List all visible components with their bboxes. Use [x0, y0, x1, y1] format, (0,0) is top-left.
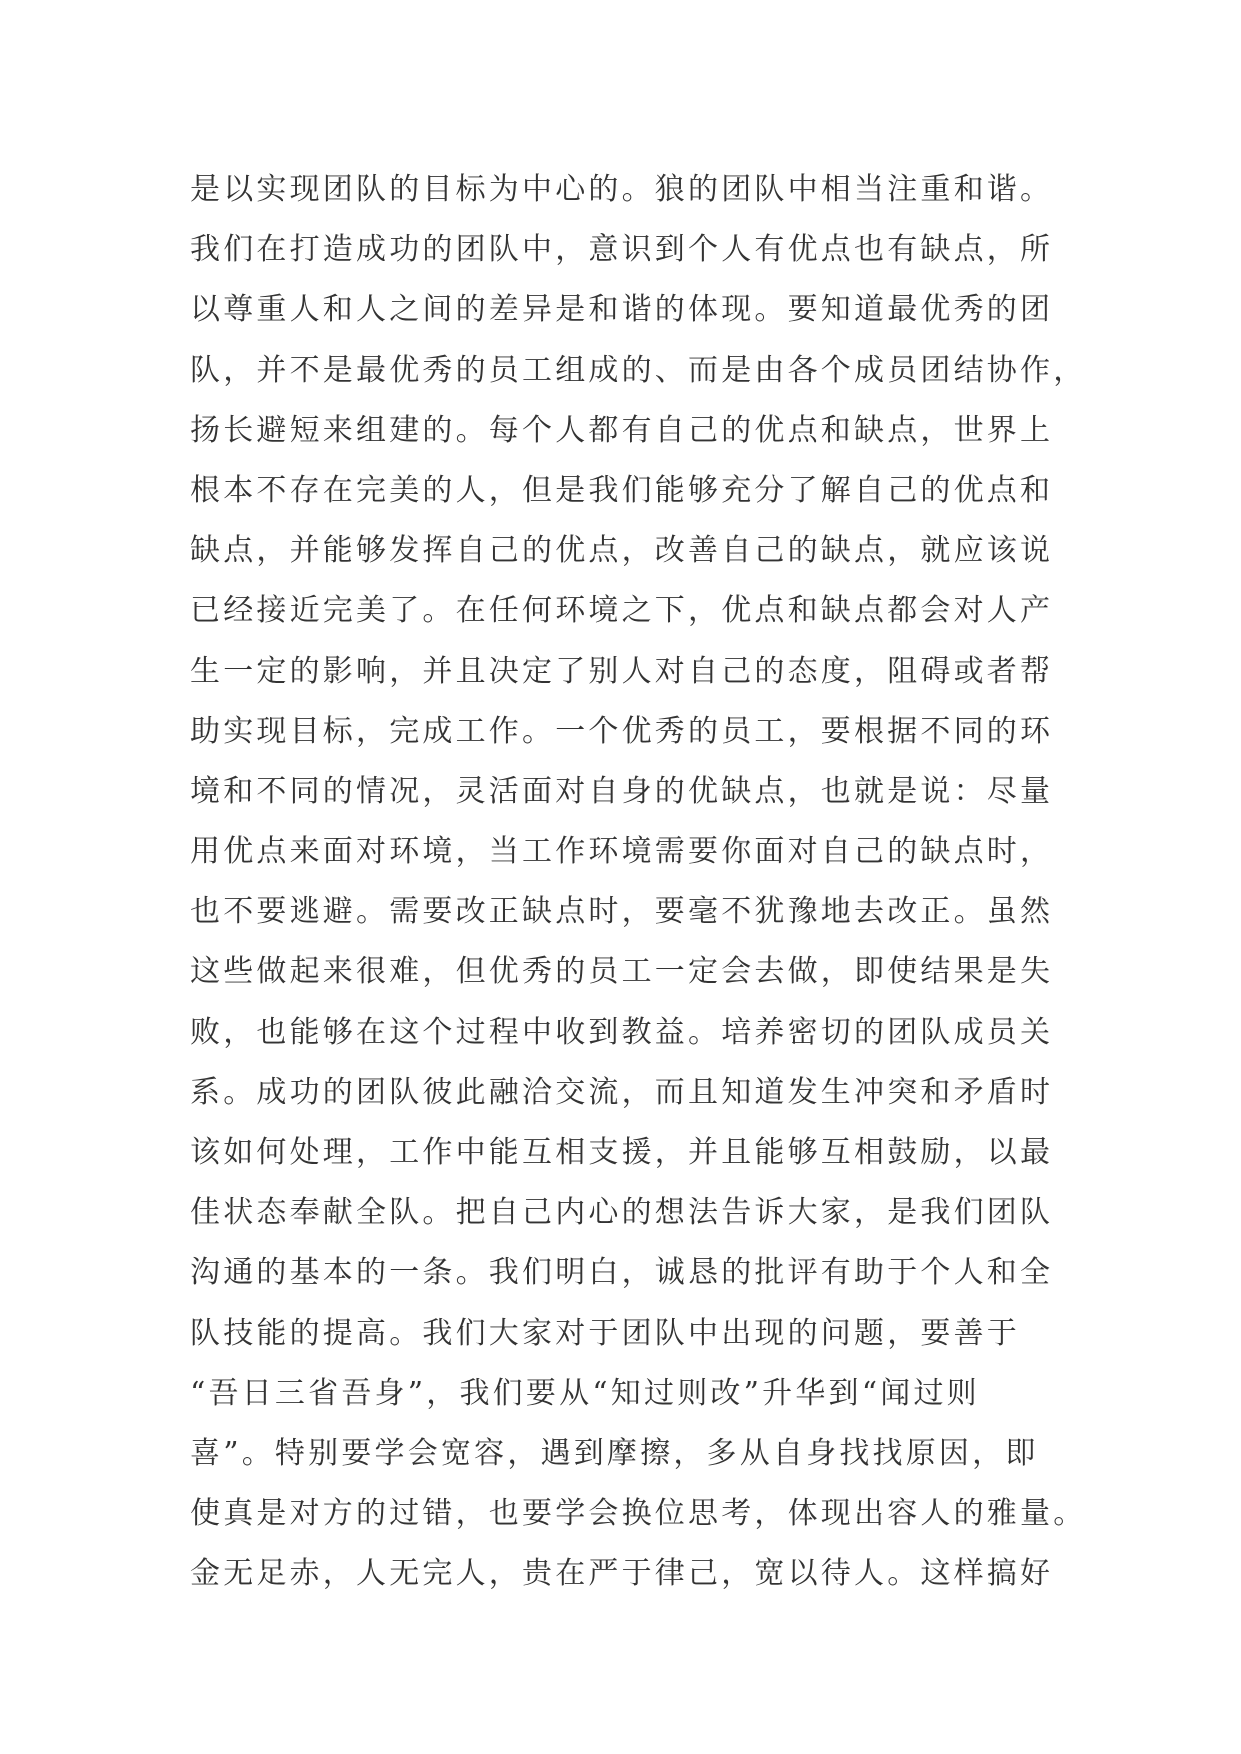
text-line: 也不要逃避。需要改正缺点时，要毫不犹豫地去改正。虽然	[190, 894, 1054, 930]
text-line: 使真是对方的过错，也要学会换位思考，体现出容人的雅量。	[190, 1496, 1087, 1532]
text-line: 已经接近完美了。在任何环境之下，优点和缺点都会对人产	[190, 593, 1054, 629]
text-line: 境和不同的情况，灵活面对自身的优缺点，也就是说：尽量	[190, 773, 1054, 809]
text-line: 这些做起来很难，但优秀的员工一定会去做，即使结果是失	[190, 954, 1054, 990]
text-line: 败，也能够在这个过程中收到教益。培养密切的团队成员关	[190, 1014, 1054, 1050]
text-line: “吾日三省吾身”，我们要从“知过则改”升华到“闻过则	[190, 1375, 980, 1411]
text-line: 扬长避短来组建的。每个人都有自己的优点和缺点，世界上	[190, 412, 1054, 448]
text-line: 缺点，并能够发挥自己的优点，改善自己的缺点，就应该说	[190, 533, 1054, 569]
text-line: 喜”。特别要学会宽容，遇到摩擦，多从自身找找原因，即	[190, 1435, 1039, 1471]
text-line: 队技能的提高。我们大家对于团队中出现的问题，要善于	[190, 1315, 1020, 1351]
text-line: 系。成功的团队彼此融洽交流，而且知道发生冲突和矛盾时	[190, 1074, 1054, 1110]
text-line: 沟通的基本的一条。我们明白，诚恳的批评有助于个人和全	[190, 1255, 1054, 1291]
text-line: 生一定的影响，并且决定了别人对自己的态度，阻碍或者帮	[190, 653, 1054, 689]
body-text	[190, 160, 1087, 1605]
text-line: 是以实现团队的目标为中心的。狼的团队中相当注重和谐。	[190, 172, 1054, 207]
text-line: 该如何处理，工作中能互相支援，并且能够互相鼓励，以最	[190, 1135, 1054, 1170]
text-line: 用优点来面对环境，当工作环境需要你面对自己的缺点时，	[190, 834, 1054, 870]
text-line: 队，并不是最优秀的员工组成的、而是由各个成员团结协作，	[190, 352, 1087, 388]
text-line: 根本不存在完美的人，但是我们能够充分了解自己的优点和	[190, 472, 1054, 508]
text-line: 我们在打造成功的团队中，意识到个人有优点也有缺点，所	[190, 232, 1054, 268]
text-line: 以尊重人和人之间的差异是和谐的体现。要知道最优秀的团	[190, 292, 1054, 328]
text-line: 金无足赤，人无完人，贵在严于律己，宽以待人。这样搞好	[190, 1556, 1054, 1592]
text-line: 佳状态奉献全队。把自己内心的想法告诉大家，是我们团队	[190, 1195, 1054, 1231]
text-line: 助实现目标，完成工作。一个优秀的员工，要根据不同的环	[190, 713, 1054, 749]
